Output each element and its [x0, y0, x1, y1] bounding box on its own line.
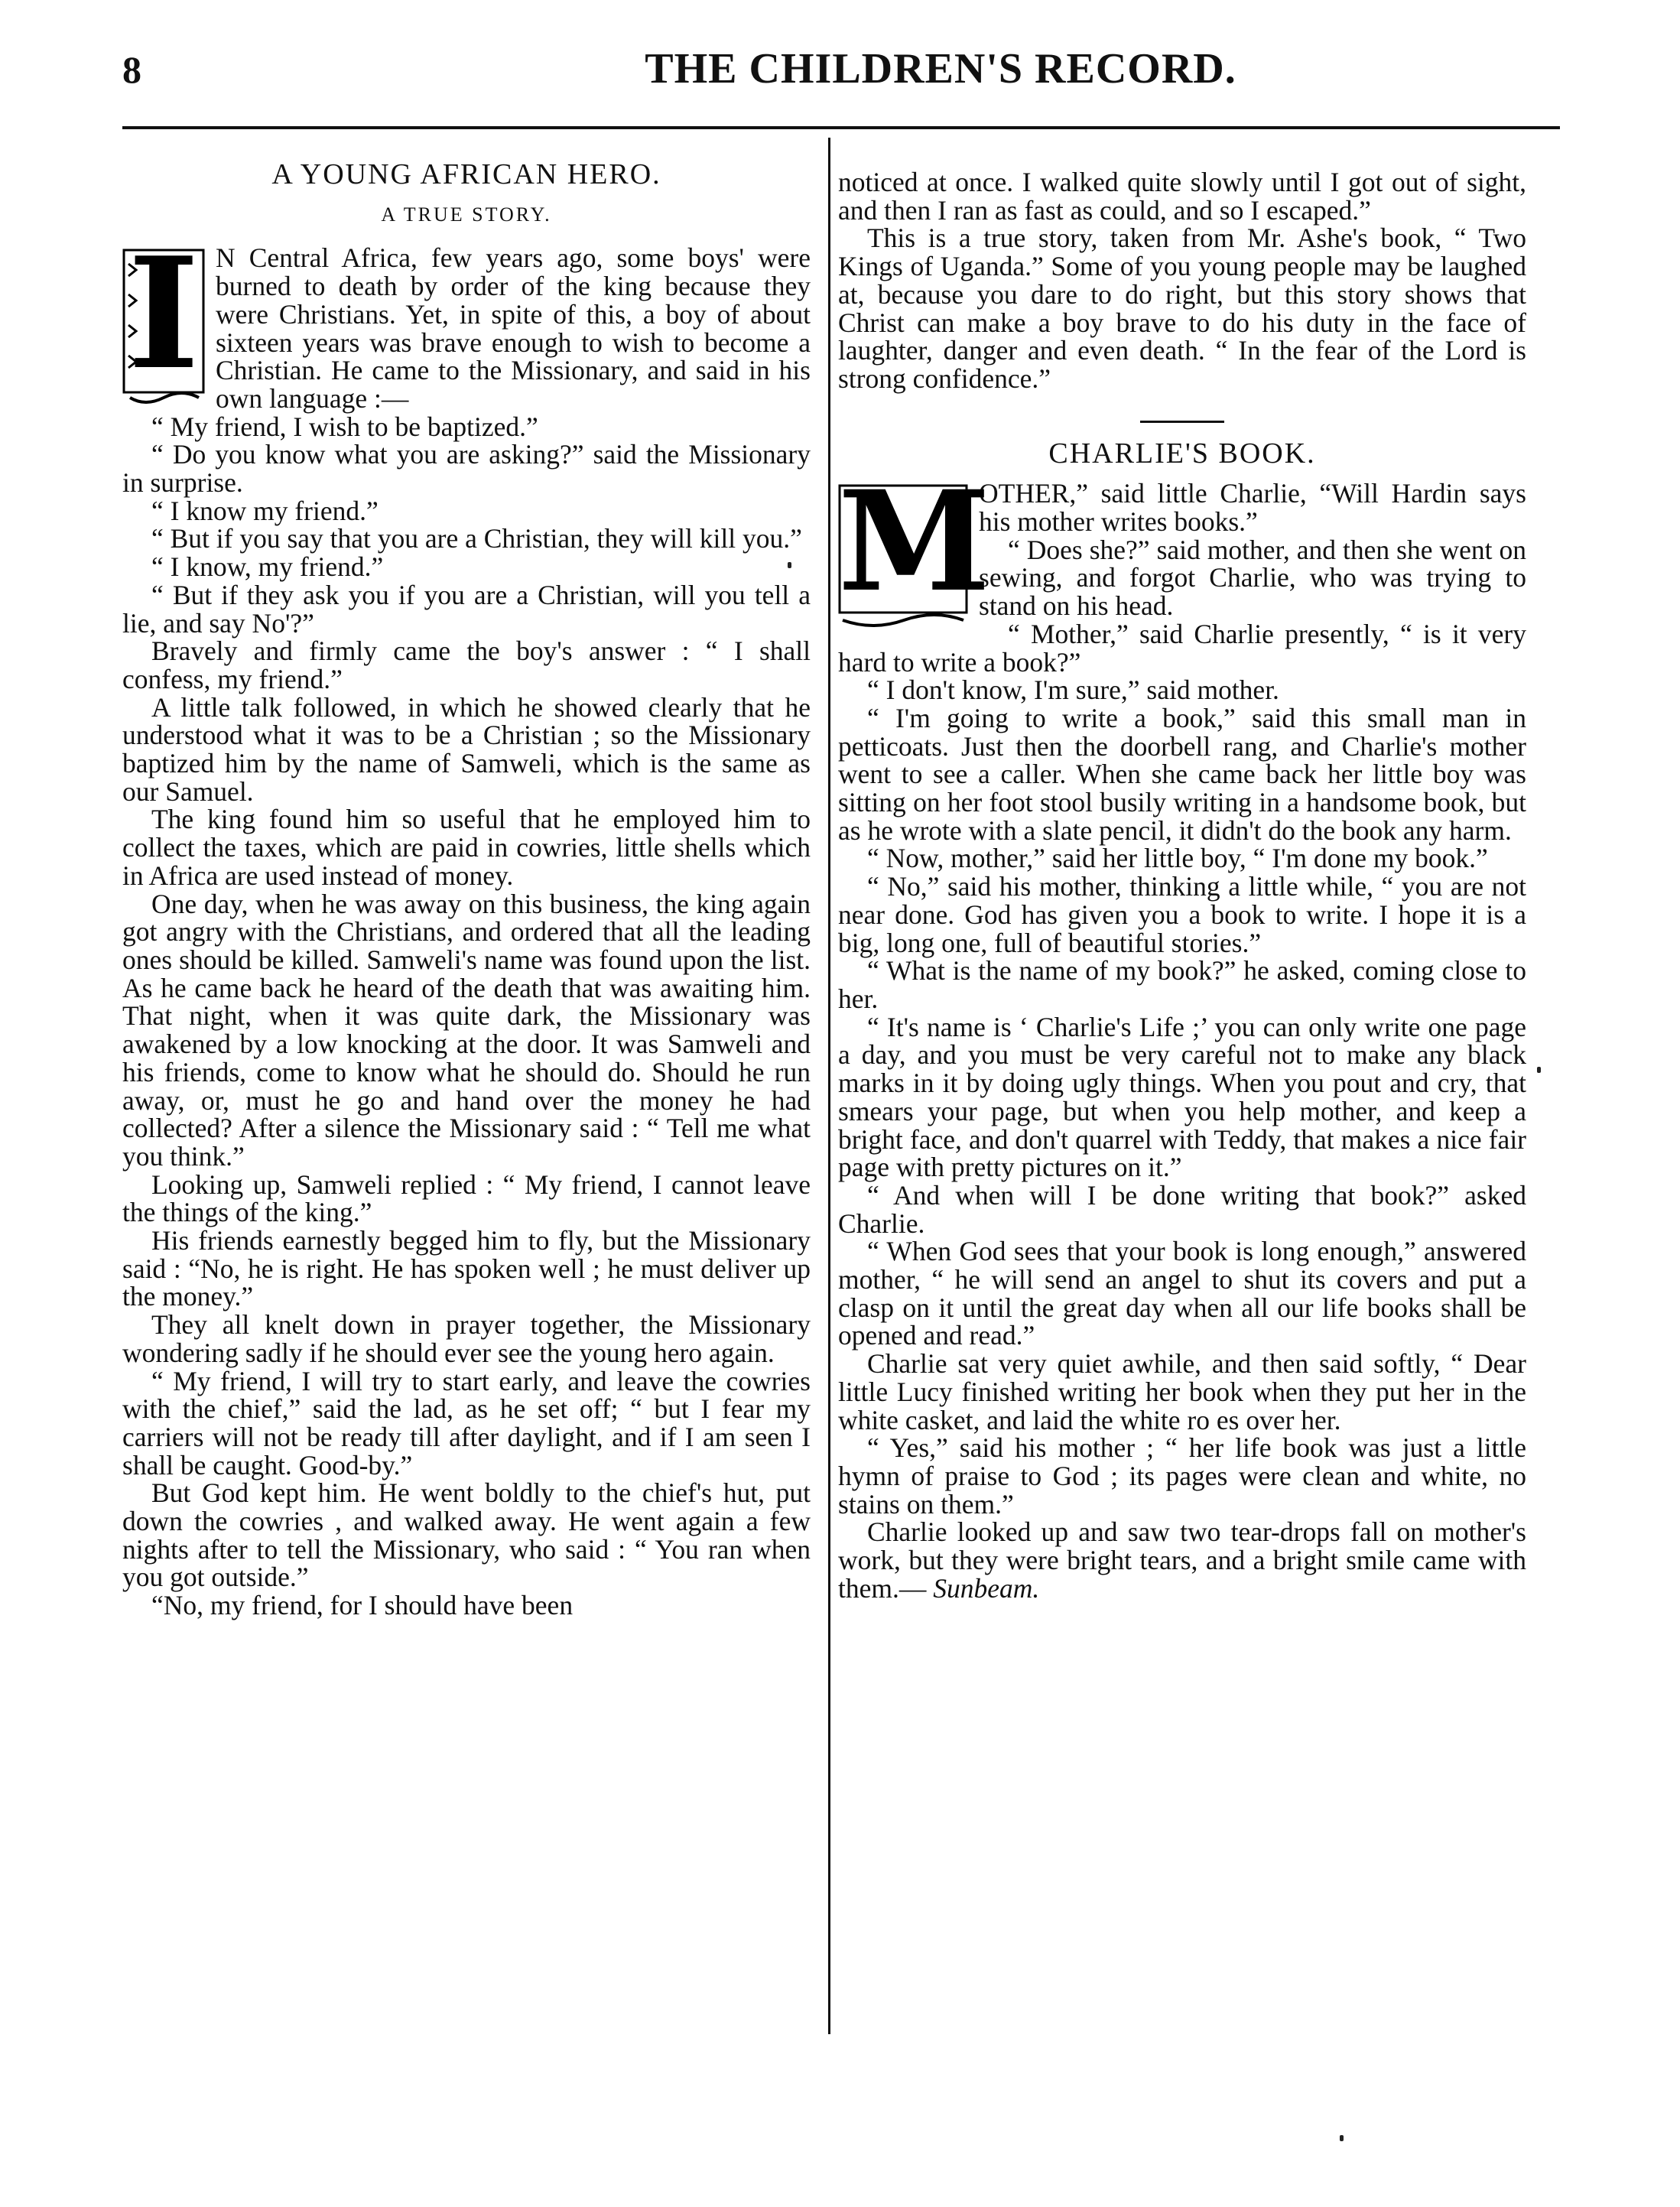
opening-paragraph-text: N Central Africa, few years ago, some boys' were burned to death by order of the king because they were Christians. Yet, in spite of this, a boy of about sixteen years was brave enough to wish to become a Christian. He came to the Missionary, and said in his own language :— [216, 242, 811, 414]
drop-cap-letter: M [838, 461, 991, 623]
page-number: 8 [122, 48, 141, 91]
paragraph: Looking up, Samweli replied : “ My friend, I cannot leave the things of the king.” [122, 1169, 811, 1228]
paragraph: “ It's name is ‘ Charlie's Life ;’ you can only write one page a day, and you must be very careful not to make any black marks in it by doing ugly things. When you pout and cry, that smears your page, but when you help mother, and keep a bright face, and don't quarrel with Teddy, that makes a nice fair page with pretty pictures on it.” [838, 1011, 1526, 1183]
paragraph: “ I'm going to write a book,” said this small man in petticoats. Just then the doorbell rang, and Charlie's mother went to see a caller. When she came back her little boy was sitting on her foot stool busily writing in a handsome book, but as he wrote with a slate pencil, it didn't do the book any harm. [838, 702, 1526, 846]
paragraph: His friends earnestly begged him to fly, but the Missionary said : “No, he is right. He has spoken well ; he must deliver up the money.” [122, 1225, 811, 1312]
paragraph: “No, my friend, for I should have been [151, 1590, 574, 1621]
paragraph: Charlie sat very quiet awhile, and then said softly, “ Dear little Lucy finished writing her book when they put her in the white casket, and laid the white ro es over her. [838, 1348, 1526, 1435]
paragraph: “ My friend, I wish to be baptized.” [151, 411, 538, 442]
paragraph: “ Mother,” said Charlie presently, “ is it very hard to write a book?” [838, 618, 1526, 678]
paragraph: “ My friend, I will try to start early, and leave the cowries with the chief,” said the lad, as he set off; “ but I fear my carriers will not be ready till after daylight, and if I am seen I shall be caught. Good-by.” [122, 1365, 811, 1481]
running-head-title: THE CHILDREN'S RECORD. [645, 45, 1236, 93]
paragraph: “ But if they ask you if you are a Christian, will you tell a lie, and say No'?” [122, 579, 811, 639]
paragraph: “ Do you know what you are asking?” said the Missionary in surprise. [122, 439, 811, 499]
drop-cap-m [838, 461, 991, 629]
print-speck [1537, 1067, 1541, 1073]
paragraph: The king found him so useful that he employed him to collect the taxes, which are paid in cowries, little shells which in Africa are used instead of money. [122, 804, 811, 891]
paragraph [838, 1518, 1526, 1602]
opening-paragraph [122, 224, 811, 414]
paragraph: “ And when will I be done writing that book?” asked Charlie. [838, 1179, 1526, 1239]
paragraph: “ Now, mother,” said her little boy, “ I'm done my book.” [867, 843, 1488, 874]
paragraph: They all knelt down in prayer together, the Missionary wondering sadly if he should ever see the young hero again. [122, 1309, 811, 1368]
drop-cap-letter: I [128, 224, 200, 405]
print-speck [788, 562, 791, 568]
continued-paragraph: noticed at once. I walked quite slowly until I got out of sight, and then I ran as fast as could, and so I escaped.” [838, 167, 1526, 226]
article-title-charlies-book: CHARLIE'S BOOK. [1048, 437, 1316, 470]
paragraph: But God kept him. He went boldly to the chief's hut, put down the cowries , and walked away. He went again a few nights after to tell the Missionary, who said : “ You ran when you got outside.” [122, 1477, 811, 1593]
paragraph: “ But if you say that you are a Christian, they will kill you.” [151, 523, 802, 554]
paragraph: “ When God sees that your book is long enough,” answered mother, “ he will send an angel to shut its covers and put a clasp on it until the great day when all our life books shall be opened and read.” [838, 1236, 1526, 1351]
source-attribution: Sunbeam. [933, 1572, 1040, 1604]
paragraph: One day, when he was away on this business, the king again got angry with the Christians, and ordered that all the leading ones should be killed. Samweli's name was found upon the list. As he came back he heard of the death that was awaiting him. That night, when it was quite dark, the Missionary was awakened by a low knocking at the door. It was Samweli and his friends, come to know what he should do. Should he run away, or, must he go and hand over the money he had collected? After a silence the Missionary said : “ Tell me what you think.” [122, 888, 811, 1172]
paragraph: “ I know my friend.” [151, 495, 379, 526]
opening-paragraph-text: OTHER,” said little Charlie, “Will Hardin says his mother writes books.” [979, 478, 1526, 538]
paragraph: “ I don't know, I'm sure,” said mother. [867, 674, 1279, 706]
paragraph: “ What is the name of my book?” he asked, coming close to her. [838, 955, 1526, 1014]
right-column [838, 168, 1526, 1602]
drop-cap-i [122, 224, 205, 409]
paragraph: This is a true story, taken from Mr. Ashe's book, “ Two Kings of Uganda.” Some of you young people may be laughed at, because you dare to do right, but this story shows that Christ can make a boy brave to do his duty in the face of laughter, danger and even death. “ In the fear of the Lord is strong confidence.” [838, 223, 1526, 394]
article-title-african-hero: A YOUNG AFRICAN HERO. [271, 158, 661, 190]
paragraph: “ No,” said his mother, thinking a little while, “ you are not near done. God has given you a book to write. I hope it is a big, long one, full of beautiful stories.” [838, 871, 1526, 958]
print-speck [1340, 2135, 1344, 2141]
paragraph: A little talk followed, in which he showed clearly that he understood what it was to be a Christian ; so the Missionary baptized him by the name of Samweli, which is the same as our Samuel. [122, 691, 811, 807]
article-subtitle: A TRUE STORY. [381, 203, 552, 226]
closing-paragraph-text: Charlie looked up and saw two tear-drops fall on mother's work, but they were bright tears, and a bright smile came with them.— [838, 1516, 1526, 1604]
left-column [122, 153, 811, 1620]
paragraph: “ I know, my friend.” [151, 551, 384, 583]
header-rule [122, 126, 1560, 129]
column-divider [828, 138, 830, 2034]
section-divider-rule [1140, 421, 1224, 423]
paragraph: “ Yes,” said his mother ; “ her life book was just a little hymn of praise to God ; its pages were clean and white, no stains on them.” [838, 1432, 1526, 1520]
paragraph: “ Does she?” said mother, and then she went on sewing, and forgot Charlie, who was trying to stand on his head. [979, 534, 1526, 622]
paragraph: Bravely and firmly came the boy's answer : “ I shall confess, my friend.” [122, 635, 811, 694]
